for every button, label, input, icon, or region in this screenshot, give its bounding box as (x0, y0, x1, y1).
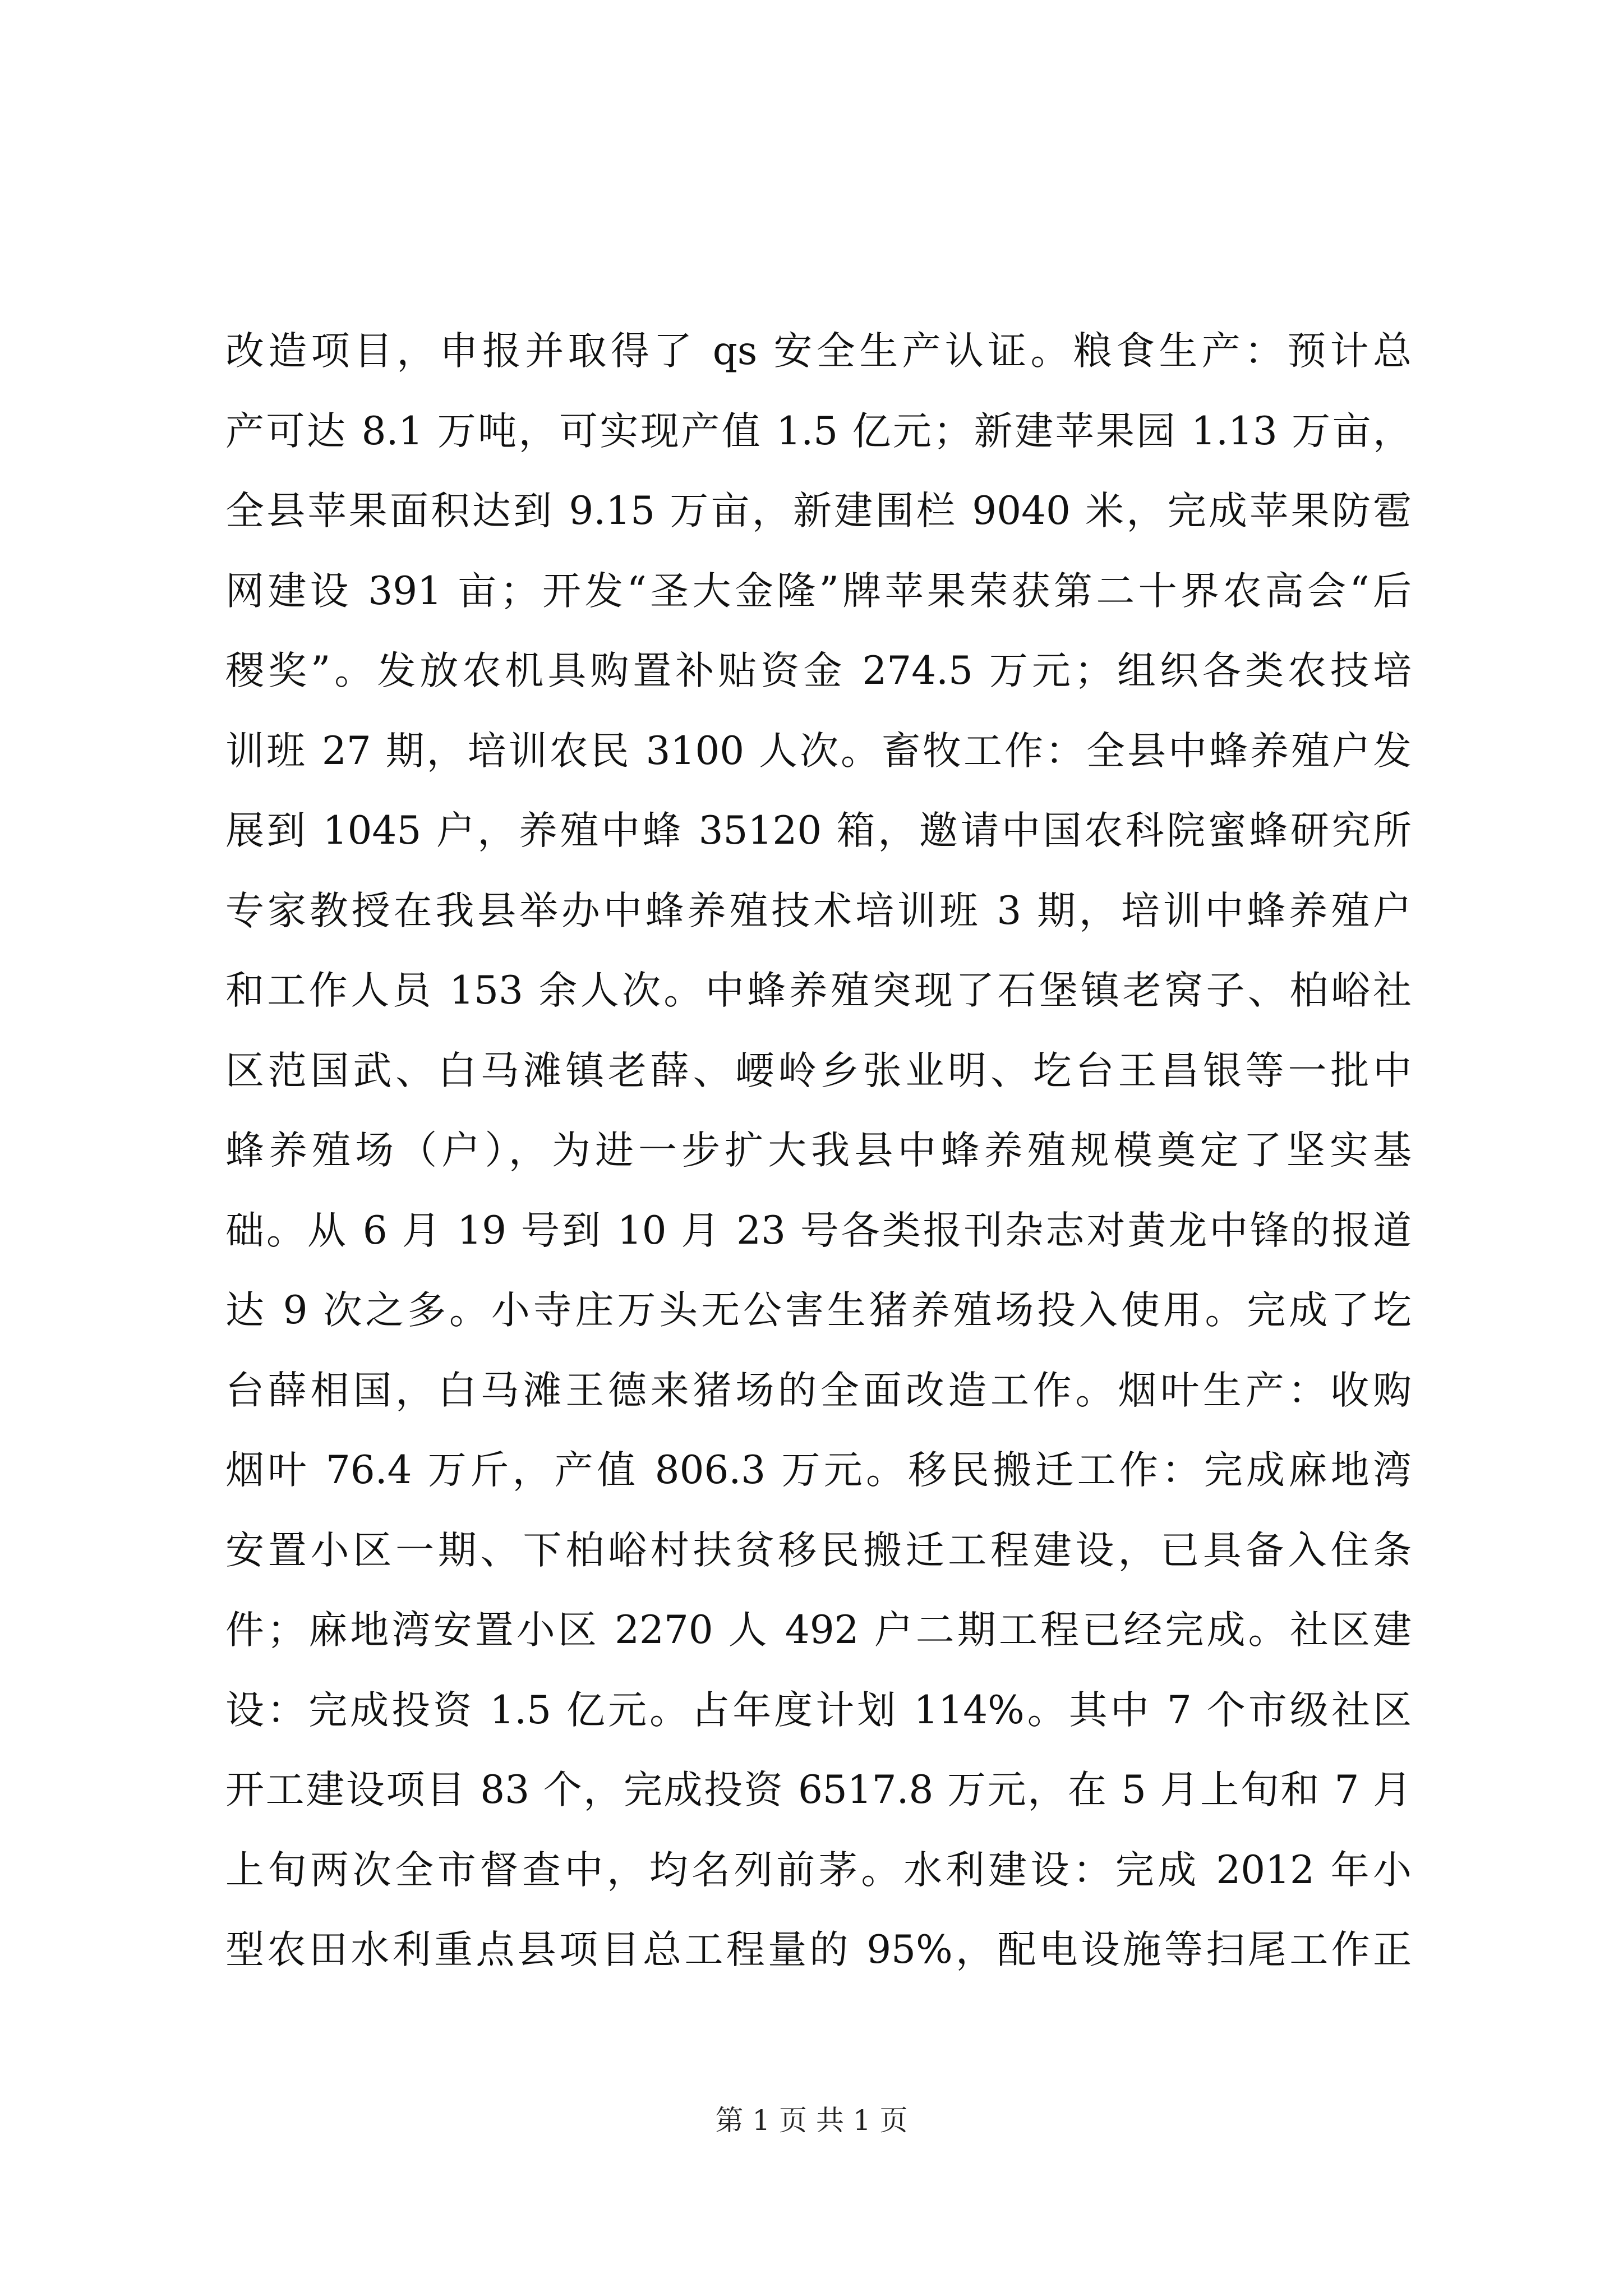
text-line-5: 稷奖”。发放农机具购置补贴资金 274.5 万元；组织各类农技培 (225, 648, 1412, 693)
text-line-8: 专家教授在我县举办中蜂养殖技术培训班 3 期，培训中蜂养殖户 (225, 888, 1412, 933)
text-line-18: 设：完成投资 1.5 亿元。占年度计划 114%。其中 7 个市级社区 (225, 1687, 1412, 1733)
text-line-10: 区范国武、白马滩镇老薛、崾岭乡张业明、圪台王昌银等一批中 (225, 1048, 1412, 1093)
text-line-21: 型农田水利重点县项目总工程量的 95%，配电设施等扫尾工作正 (225, 1927, 1412, 1972)
text-line-4: 网建设 391 亩；开发“圣大金隆”牌苹果荣获第二十界农高会“后 (225, 568, 1412, 614)
text-line-3: 全县苹果面积达到 9.15 万亩，新建围栏 9040 米，完成苹果防雹 (225, 489, 1412, 533)
text-line-20: 上旬两次全市督查中，均名列前茅。水利建设：完成 2012 年小 (225, 1847, 1412, 1893)
text-line-1: 改造项目，申报并取得了 qs 安全生产认证。粮食生产：预计总 (225, 329, 1412, 374)
text-line-6: 训班 27 期，培训农民 3100 人次。畜牧工作：全县中蜂养殖户发 (225, 728, 1412, 774)
text-line-13: 达 9 次之多。小寺庄万头无公害生猪养殖场投入使用。完成了圪 (225, 1288, 1412, 1333)
text-line-15: 烟叶 76.4 万斤，产值 806.3 万元。移民搬迁工作：完成麻地湾 (225, 1448, 1412, 1493)
page-footer: 第 1 页 共 1 页 (715, 2104, 908, 2137)
text-line-16: 安置小区一期、下柏峪村扶贫移民搬迁工程建设，已具备入住条 (225, 1527, 1412, 1573)
text-line-14: 台薛相国，白马滩王德来猪场的全面改造工作。烟叶生产：收购 (225, 1368, 1412, 1413)
text-line-2: 产可达 8.1 万吨，可实现产值 1.5 亿元；新建苹果园 1.13 万亩， (225, 408, 1412, 454)
text-line-17: 件；麻地湾安置小区 2270 人 492 户二期工程已经完成。社区建 (225, 1608, 1412, 1653)
text-line-11: 蜂养殖场（户），为进一步扩大我县中蜂养殖规模奠定了坚实基 (225, 1128, 1412, 1173)
text-line-12: 础。从 6 月 19 号到 10 月 23 号各类报刊杂志对黄龙中锋的报道 (225, 1208, 1412, 1253)
text-line-9: 和工作人员 153 余人次。中蜂养殖突现了石堡镇老窝子、柏峪社 (225, 968, 1412, 1013)
text-line-19: 开工建设项目 83 个，完成投资 6517.8 万元，在 5 月上旬和 7 月 (225, 1768, 1412, 1812)
body-text (225, 311, 1412, 1990)
text-line-7: 展到 1045 户，养殖中蜂 35120 箱，邀请中国农科院蜜蜂研究所 (225, 808, 1412, 853)
